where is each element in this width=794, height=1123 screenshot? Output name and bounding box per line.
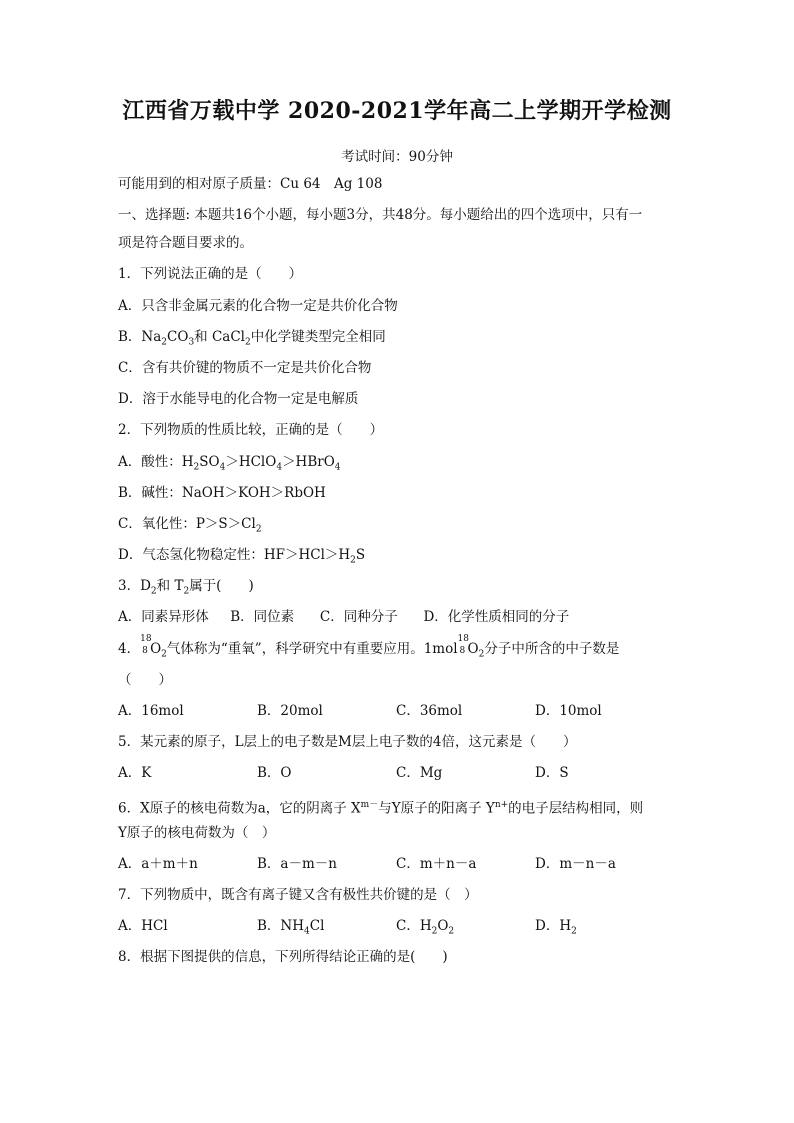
question-6-option-b: B．a－m－n xyxy=(257,855,337,872)
question-4-paren: （ ） xyxy=(118,671,172,688)
isotope-notation: 18 8 xyxy=(457,633,469,656)
question-7-option-b: B．$NH_4Cl$ xyxy=(257,918,325,937)
question-7-option-a: A．HCl xyxy=(118,918,168,935)
question-7-stem: 7．下列物质中，既含有离子键又含有极性共价键的是（ ） xyxy=(118,886,478,903)
section-instructions-line2: 项是符合题目要求的。 xyxy=(118,235,253,252)
question-6-stem: 6．X原子的核电荷数为a，它的阴离子 $X^{m-}$与Y原子的阳离子 $Y^{n+}$的电子层结构相同，则 xyxy=(118,799,644,817)
question-6-options xyxy=(118,854,678,885)
question-4-option-d: D．10mol xyxy=(535,703,602,719)
question-5-option-b: B．O xyxy=(257,765,292,782)
isotope-notation: 18 8 xyxy=(140,633,152,656)
question-2-stem: 2．下列物质的性质比较，正确的是（ ） xyxy=(118,422,384,439)
page-title: 江西省万载中学 2020-2021学年高二上学期开学检测 xyxy=(122,98,672,124)
question-1-stem: 1．下列说法正确的是（ ） xyxy=(118,266,303,283)
exam-time: 考试时间：90分钟 xyxy=(341,149,453,165)
question-3-option-b: B．同位素 xyxy=(230,609,295,626)
question-1-option-c: C．含有共价键的物质不一定是共价化合物 xyxy=(118,359,372,376)
question-2-option-b: B．碱性：NaOH＞KOH＞RbOH xyxy=(118,484,326,501)
question-3-options xyxy=(118,607,678,638)
question-6-option-c: C．m＋n－a xyxy=(396,855,477,872)
question-2-option-c: C．氧化性：$P>S>Cl_2$ xyxy=(118,515,262,535)
question-2-option-a: A．酸性：$H_2SO_4>HClO_4>HBrO_4$ xyxy=(118,453,341,473)
question-5-option-c: C．Mg xyxy=(396,765,443,782)
question-6-option-a: A．a＋m＋n xyxy=(118,855,198,872)
question-4-options xyxy=(118,701,678,732)
question-5-options xyxy=(118,763,678,794)
question-3-option-d: D．化学性质相同的分子 xyxy=(423,609,570,626)
question-1-option-a: A．只含非金属元素的化合物一定是共价化合物 xyxy=(118,297,398,314)
question-4-option-c: C．36mol xyxy=(396,703,463,719)
question-1-option-b: B．$Na_2CO_3$和 CaCl$_2$中化学键类型完全相同 xyxy=(118,328,386,348)
question-5-option-d: D．S xyxy=(535,765,569,782)
question-7-options xyxy=(118,916,678,947)
question-6-option-d: D．m－n－a xyxy=(535,855,616,872)
question-3-option-a: A．同素异形体 xyxy=(118,609,209,626)
question-5-stem: 5．某元素的原子，L层上的电子数是M层上电子数的4倍，这元素是（ ） xyxy=(118,734,577,751)
question-7-option-d: D．$H_2$ xyxy=(535,918,577,937)
exam-body xyxy=(118,174,678,979)
question-5-option-a: A．K xyxy=(118,765,152,782)
question-4-option-b: B．20mol xyxy=(257,703,323,719)
question-7-option-c: C．$H_2O_2$ xyxy=(396,918,455,937)
question-3-option-c: C．同种分子 xyxy=(319,609,398,626)
atomic-mass-note: 可能用到的相对原子质量：Cu 64 Ag 108 xyxy=(118,176,383,192)
question-4-option-a: A．16mol xyxy=(118,703,184,719)
question-3-stem: 3．$D_2$和 $T_2$属于( ) xyxy=(118,578,254,597)
question-4-stem: 4． 18 8 $O_2$气体称为“重氧”，科学研究中有重要应用。1mol 18 8 $O_2$分子中所含的中子数是 xyxy=(118,633,620,660)
question-1-option-d: D．溶于水能导电的化合物一定是电解质 xyxy=(118,391,359,408)
question-8-stem: 8．根据下图提供的信息，下列所得结论正确的是( ) xyxy=(118,949,448,966)
question-6-stem-line2: Y原子的核电荷数为（ ） xyxy=(118,824,276,841)
question-2-option-d: D．气态氢化物稳定性：$HF>HCl>H_2S$ xyxy=(118,547,366,566)
section-instructions-line1: 一、选择题: 本题共16个小题，每小题3分，共48分。每小题给出的四个选项中，只有一 xyxy=(118,207,643,224)
